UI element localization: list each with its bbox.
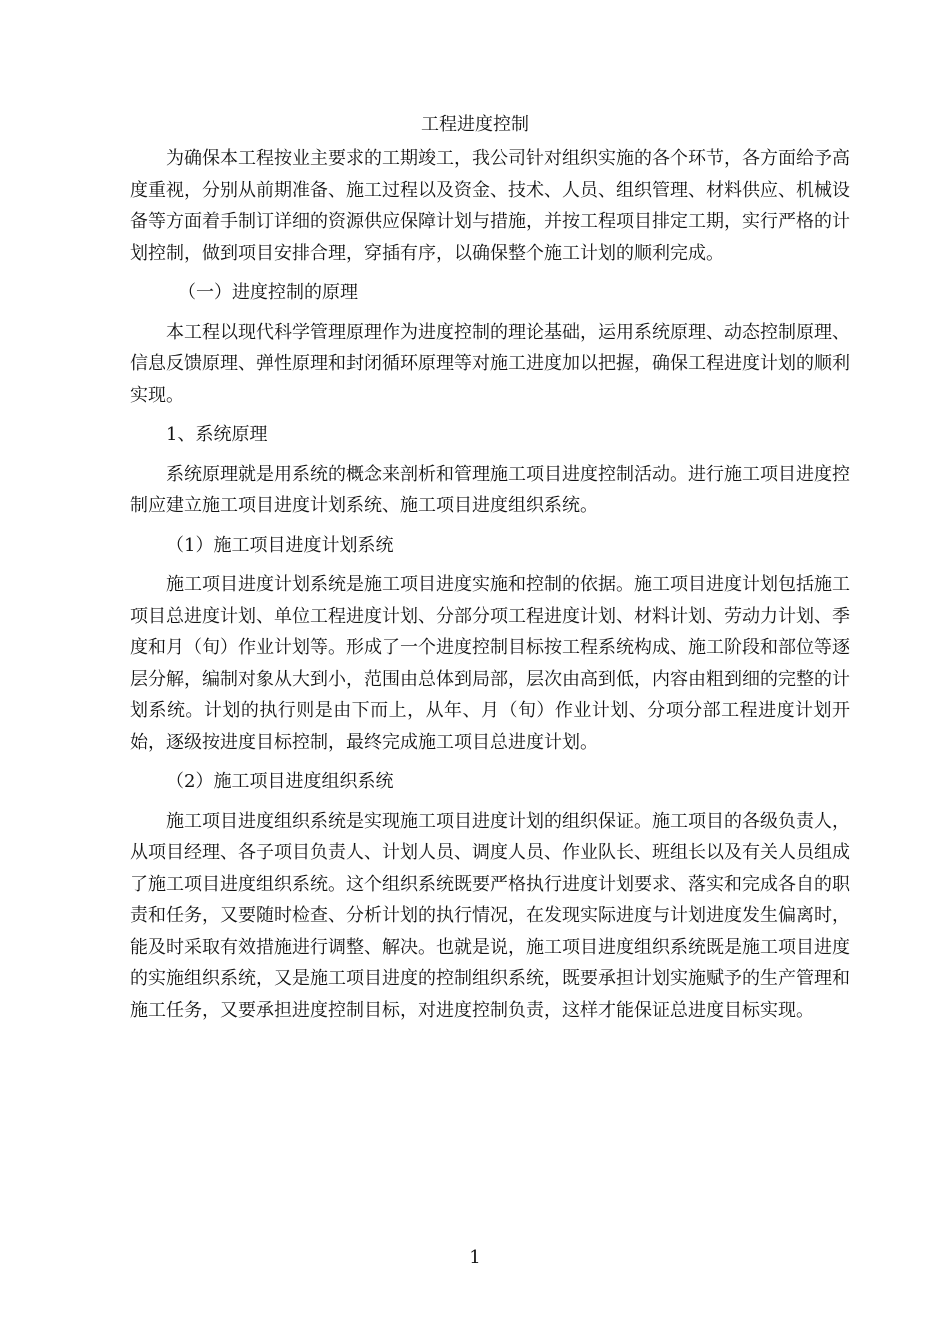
document-body: [130, 143, 850, 1034]
organization-system-paragraph: 施工项目进度组织系统是实现施工项目进度计划的组织保证。施工项目的各级负责人，从项目经理、各子项目负责人、计划人员、调度人员、作业队长、班组长以及有关人员组成了施工项目进度组织系统。这个组织系统既要严格执行进度计划要求、落实和完成各自的职责和任务，又要随时检查、分析计划的执行情况，在发现实际进度与计划进度发生偏离时，能及时采取有效措施进行调整、解决。也就是说，施工项目进度组织系统既是施工项目进度的实施组织系统，又是施工项目进度的控制组织系统，既要承担计划实施赋予的生产管理和施工任务，又要承担进度控制目标，对进度控制负责，这样才能保证总进度目标实现。: [130, 810, 850, 1021]
document-title: 工程进度控制: [421, 114, 529, 135]
subsection-heading-system-principle: 1、系统原理: [166, 424, 268, 445]
system-principle-paragraph: 系统原理就是用系统的概念来剖析和管理施工项目进度控制活动。进行施工项目进度控制应建立施工项目进度计划系统、施工项目进度组织系统。: [130, 463, 850, 516]
plan-system-paragraph: 施工项目进度计划系统是施工项目进度实施和控制的依据。施工项目进度计划包括施工项目总进度计划、单位工程进度计划、分部分项工程进度计划、材料计划、劳动力计划、季度和月（旬）作业计划等。形成了一个进度控制目标按工程系统构成、施工阶段和部位等逐层分解，编制对象从大到小，范围由总体到局部，层次由高到低，内容由粗到细的完整的计划系统。计划的执行则是由下而上，从年、月（旬）作业计划、分项分部工程进度计划开始，逐级按进度目标控制，最终完成施工项目总进度计划。: [130, 574, 850, 753]
principles-paragraph: 本工程以现代科学管理原理作为进度控制的理论基础，运用系统原理、动态控制原理、信息反馈原理、弹性原理和封闭循环原理等对施工进度加以把握，确保工程进度计划的顺利实现。: [130, 321, 850, 406]
subsection-heading-plan-system: （1）施工项目进度计划系统: [166, 534, 394, 556]
intro-paragraph: 为确保本工程按业主要求的工期竣工，我公司针对组织实施的各个环节，各方面给予高度重视，分别从前期准备、施工过程以及资金、技术、人员、组织管理、材料供应、机械设备等方面着手制订详细的资源供应保障计划与措施，并按工程项目排定工期，实行严格的计划控制，做到项目安排合理，穿插有序，以确保整个施工计划的顺利完成。: [130, 148, 850, 264]
subsection-heading-organization-system: （2）施工项目进度组织系统: [166, 771, 394, 792]
section-heading-principles: （一）进度控制的原理: [178, 282, 358, 303]
page-number: 1: [469, 1247, 481, 1268]
